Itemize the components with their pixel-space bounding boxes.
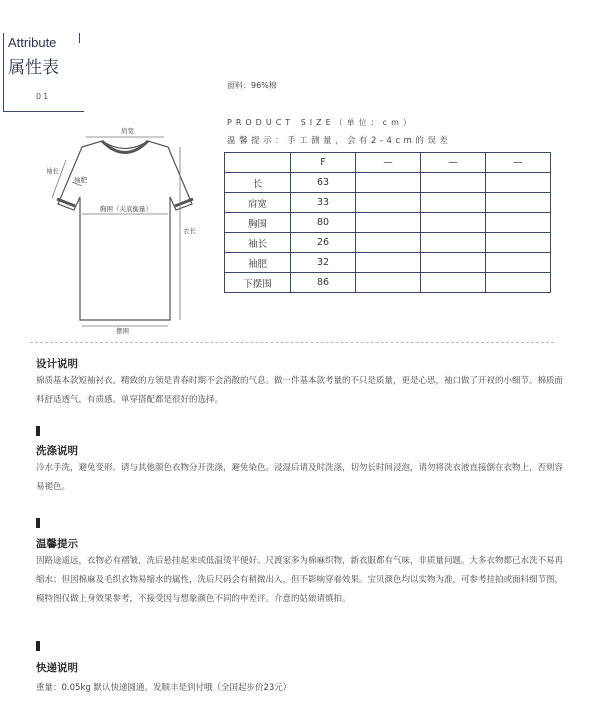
section-marker [36,518,40,528]
label-sleeve-width: 袖肥 [74,176,87,184]
section-title-shipping: 快递说明 [36,662,78,674]
table-row [225,253,551,273]
table-row [225,173,551,193]
table-row [225,193,551,213]
row-label: 袖肥 [225,253,291,273]
empty-cell [356,193,421,213]
empty-cell [421,253,486,273]
empty-cell [421,213,486,233]
row-value: 80 [291,213,356,233]
header-cell: — [356,153,421,173]
header-cell: F [291,153,356,173]
empty-cell [421,193,486,213]
empty-cell [486,273,551,293]
section-title-notice: 温馨提示 [36,538,78,550]
empty-cell [356,233,421,253]
size-table [224,152,551,293]
section-marker [36,426,40,436]
row-value: 32 [291,253,356,273]
product-size-title: PRODUCT SIZE（单位：cm） [227,118,415,127]
empty-cell [486,213,551,233]
table-row [225,273,551,293]
row-value: 33 [291,193,356,213]
row-label: 下摆围 [225,273,291,293]
header-cell: — [421,153,486,173]
section-body-wash: 冷水手洗，避免变形。请与其他颜色衣物分开洗涤，避免染色。浸湿后请及时洗涤，切勿长时间浸泡，请勿将洗衣液直接倒在衣物上，否则容易褪色。 [36,463,564,492]
measure-tip: 温馨提示：手工测量，会有2-4cm的误差 [227,136,452,146]
table-row [225,213,551,233]
empty-cell [421,233,486,253]
attribute-title-cn: 属性表 [8,58,59,78]
row-value: 86 [291,273,356,293]
header-cell [225,153,291,173]
label-sleeve-length: 袖长 [46,167,59,175]
fabric-info: 面料：96%棉 [227,81,277,90]
section-body-shipping: 重量：0.05kg 默认快递圆通。发顺丰是到付哦（全国起步价23元） [36,683,292,693]
section-title-wash: 洗涤说明 [36,445,78,457]
row-value: 26 [291,233,356,253]
size-table-header [225,153,551,173]
empty-cell [486,173,551,193]
empty-cell [486,233,551,253]
row-label: 肩宽 [225,193,291,213]
row-label: 长 [225,173,291,193]
header-cell: — [486,153,551,173]
label-body-length: 衣长 [183,227,196,235]
label-hem: 摆围 [116,327,129,335]
empty-cell [486,193,551,213]
row-label: 袖长 [225,233,291,253]
label-chest: 胸围（夹底衡量） [100,205,152,213]
empty-cell [421,273,486,293]
garment-diagram [30,122,220,334]
section-marker [36,641,40,651]
attribute-title-en: Attribute [8,35,57,50]
table-row [225,233,551,253]
attribute-number: 01 [36,92,51,101]
empty-cell [356,173,421,193]
section-body-design: 棉质基本款短袖衬衣。精致的方领是青春时期不会消散的气息。做一件基本款考量的不只是质量，更是心思，袖口做了开衩的小细节。棉质面料舒适透气，有质感。单穿搭配都是很好的选择。 [36,376,564,405]
empty-cell [356,273,421,293]
label-shoulder: 肩宽 [121,127,134,135]
empty-cell [421,173,486,193]
section-title-design: 设计说明 [36,358,78,370]
dashed-divider [30,342,554,343]
row-label: 胸围 [225,213,291,233]
row-value: 63 [291,173,356,193]
section-body-notice: 因路途遥远，衣物必有褶皱，洗后悬挂起来或低温烫平便好。尺渡家多为棉麻织物，新衣服都有气味，非质量问题。大多衣物都已水洗不易再缩水；但因棉麻及毛织衣物易缩水的属性，洗后尺码会有稍微出入，但不影响穿着效果。宝贝颜色均以实物为准，可参考挂拍或面料细节图，模特图仅做上身效果参考，不接受因与想象颜色不同的申差评。介意的姑娘请慎拍。 [36,556,564,604]
empty-cell [486,253,551,273]
empty-cell [356,213,421,233]
empty-cell [356,253,421,273]
